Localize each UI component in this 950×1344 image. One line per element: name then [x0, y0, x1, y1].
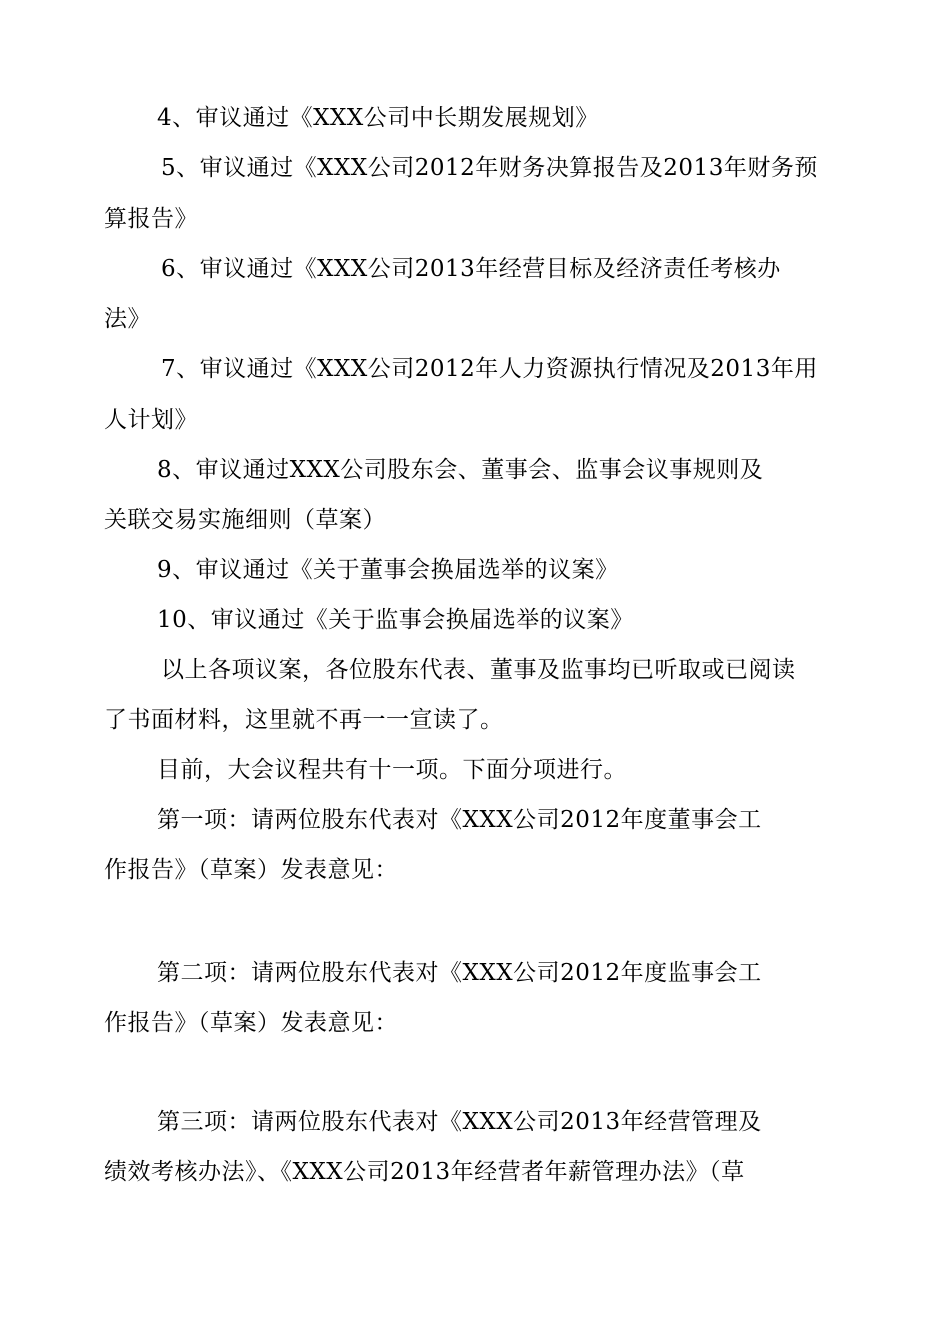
summary-line-1: 以上各项议案，各位股东代表、董事及监事均已听取或已阅读: [161, 657, 796, 683]
summary-line-2: 了书面材料，这里就不再一一宣读了。: [104, 707, 504, 733]
agenda-item-5-line-2: 算报告》: [104, 206, 198, 232]
item-three-line-2: 绩效考核办法》、《XXX公司2013年经营者年薪管理办法》（草: [104, 1159, 745, 1185]
agenda-item-10: 10、审议通过《关于监事会换届选举的议案》: [157, 607, 634, 633]
agenda-item-9: 9、审议通过《关于董事会换届选举的议案》: [157, 557, 619, 583]
agenda-item-7-line-1: 7、审议通过《XXX公司2012年人力资源执行情况及2013年用: [161, 356, 818, 382]
agenda-item-4: 4、审议通过《XXX公司中长期发展规划》: [157, 105, 599, 131]
item-two-line-2: 作报告》（草案）发表意见：: [104, 1010, 398, 1036]
item-one-line-2: 作报告》（草案）发表意见：: [104, 857, 398, 883]
agenda-overview: 目前，大会议程共有十一项。下面分项进行。: [157, 757, 627, 783]
item-two-line-1: 第二项：请两位股东代表对《XXX公司2012年度监事会工: [157, 960, 762, 986]
item-three-line-1: 第三项：请两位股东代表对《XXX公司2013年经营管理及: [157, 1109, 762, 1135]
agenda-item-6-line-2: 法》: [104, 306, 151, 332]
agenda-item-6-line-1: 6、审议通过《XXX公司2013年经营目标及经济责任考核办: [161, 256, 781, 282]
agenda-item-8-line-2: 关联交易实施细则（草案）: [104, 507, 386, 533]
agenda-item-8-line-1: 8、审议通过XXX公司股东会、董事会、监事会议事规则及: [157, 457, 764, 483]
item-one-line-1: 第一项：请两位股东代表对《XXX公司2012年度董事会工: [157, 807, 762, 833]
agenda-item-7-line-2: 人计划》: [104, 407, 198, 433]
agenda-item-5-line-1: 5、审议通过《XXX公司2012年财务决算报告及2013年财务预: [161, 155, 818, 181]
